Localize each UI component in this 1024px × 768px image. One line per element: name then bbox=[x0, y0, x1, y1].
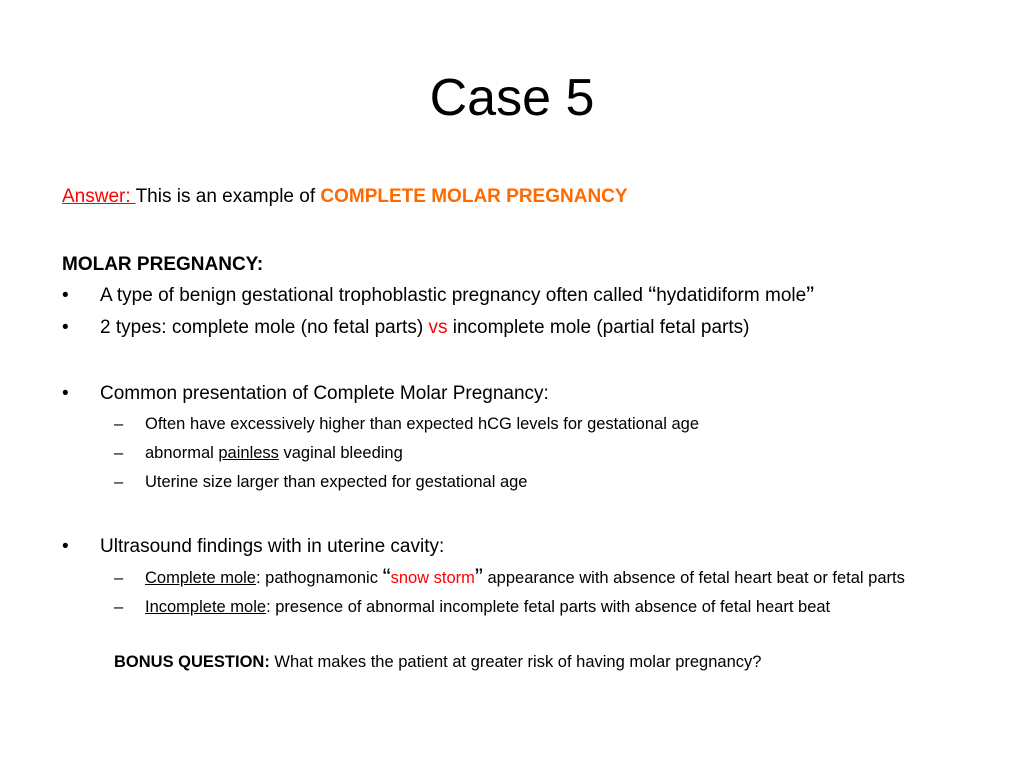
painless-text: painless bbox=[218, 444, 279, 462]
presentation-heading: Common presentation of Complete Molar Pregnancy: bbox=[100, 383, 549, 404]
slide-body bbox=[62, 182, 962, 674]
bullet-2-before: 2 types: complete mole (no fetal parts) bbox=[100, 317, 429, 338]
complete-mole-rest: appearance with absence of fetal heart beat or fetal parts bbox=[482, 569, 905, 587]
bullet-marker: • bbox=[62, 383, 69, 404]
incomplete-mole-label: Incomplete mole bbox=[145, 598, 267, 616]
close-quote: ” bbox=[474, 564, 483, 591]
bullet-1-term: hydatidiform mole bbox=[656, 285, 807, 306]
answer-label: Answer: bbox=[62, 186, 136, 207]
ultrasound-bullet bbox=[62, 531, 962, 563]
answer-text: This is an example of bbox=[135, 186, 321, 207]
answer-highlight: COMPLETE MOLAR PREGNANCY bbox=[320, 186, 628, 207]
ultrasound-heading: Ultrasound findings with in uterine cavity: bbox=[100, 536, 445, 557]
bonus-question bbox=[62, 650, 962, 674]
molar-heading: MOLAR PREGNANCY: bbox=[62, 254, 264, 275]
open-quote: “ bbox=[648, 282, 657, 309]
bullet-1-text: A type of benign gestational trophoblastic pregnancy often called bbox=[100, 285, 649, 306]
molar-bullet-1 bbox=[62, 280, 962, 312]
bonus-text: What makes the patient at greater risk of having molar pregnancy? bbox=[269, 653, 762, 671]
complete-mole-text: : pathognamonic bbox=[255, 569, 383, 587]
presentation-bullet bbox=[62, 378, 962, 410]
presentation-item-3-text: Uterine size larger than expected for gestational age bbox=[145, 473, 528, 491]
vs-text: vs bbox=[428, 317, 448, 338]
bullet-marker: • bbox=[62, 285, 69, 306]
presentation-item-1-text: Often have excessively higher than expected hCG levels for gestational age bbox=[145, 415, 699, 433]
presentation-item-2-before: abnormal bbox=[145, 444, 219, 462]
slide-title: Case 5 bbox=[429, 69, 595, 127]
incomplete-mole-text: : presence of abnormal incomplete fetal parts with absence of fetal heart beat bbox=[266, 598, 831, 616]
complete-mole-label: Complete mole bbox=[145, 569, 256, 587]
dash-marker: – bbox=[114, 598, 124, 616]
bullet-marker: • bbox=[62, 317, 69, 338]
presentation-item-3 bbox=[62, 468, 962, 497]
dash-marker: – bbox=[114, 569, 124, 587]
presentation-item-2-after: vaginal bleeding bbox=[278, 444, 403, 462]
close-quote: ” bbox=[806, 282, 815, 309]
answer-line bbox=[62, 182, 962, 212]
dash-marker: – bbox=[114, 415, 124, 433]
ultrasound-incomplete bbox=[62, 593, 962, 622]
bullet-marker: • bbox=[62, 536, 69, 557]
bullet-2-after: incomplete mole (partial fetal parts) bbox=[447, 317, 750, 338]
snow-storm-text: snow storm bbox=[390, 569, 475, 587]
molar-bullet-2 bbox=[62, 312, 962, 344]
dash-marker: – bbox=[114, 444, 124, 462]
dash-marker: – bbox=[114, 473, 124, 491]
presentation-item-2 bbox=[62, 439, 962, 468]
presentation-item-1 bbox=[62, 410, 962, 439]
bonus-label: BONUS QUESTION: bbox=[114, 653, 270, 671]
open-quote: “ bbox=[382, 564, 391, 591]
ultrasound-complete bbox=[62, 563, 963, 593]
